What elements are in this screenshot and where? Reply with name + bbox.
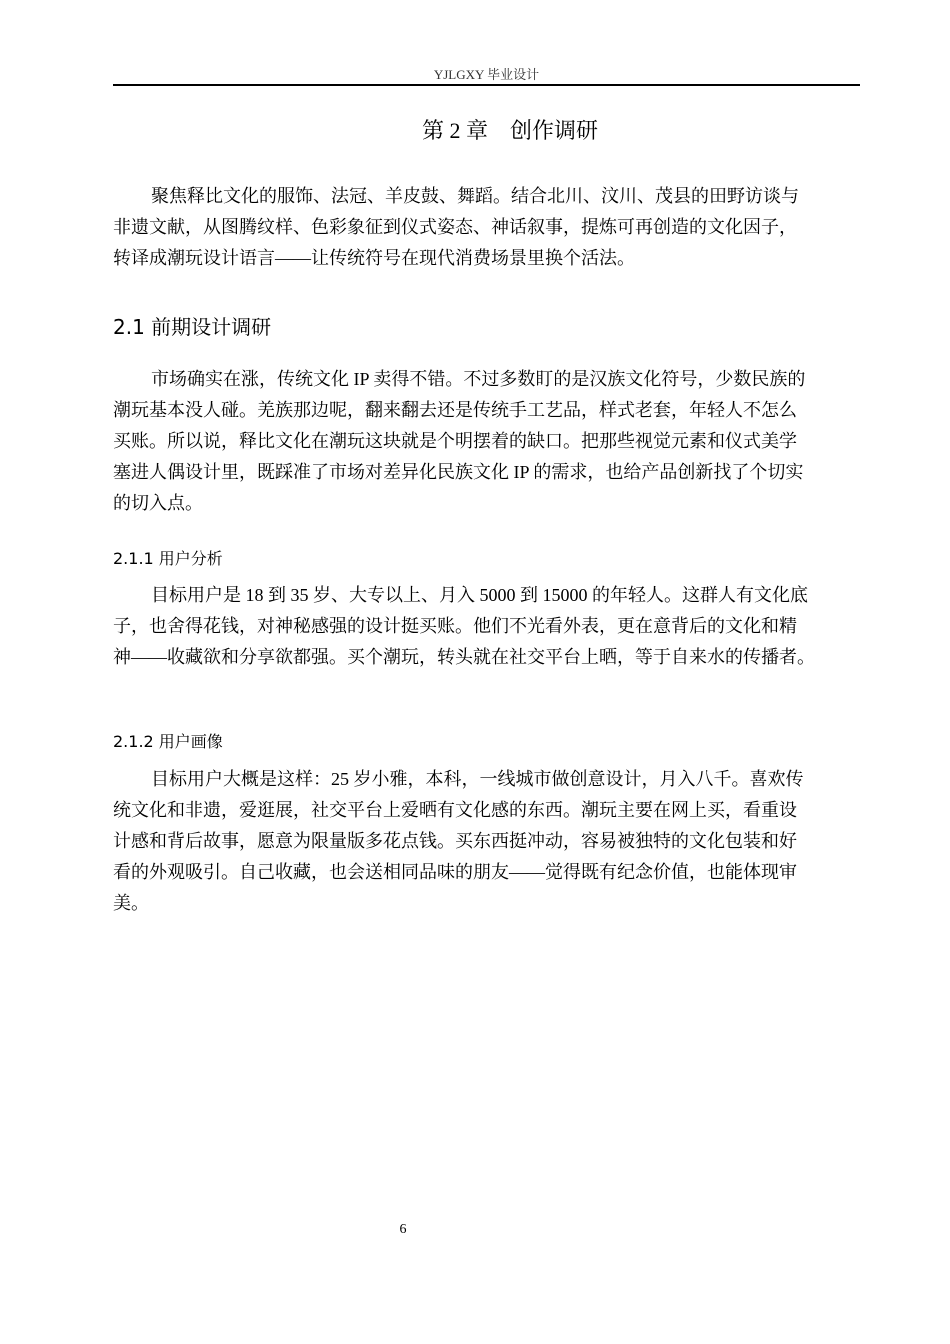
section-2-1-1-paragraph <box>113 580 873 673</box>
chapter-intro-paragraph <box>113 181 873 274</box>
s21-line-1: 市场确实在涨，传统文化 IP 卖得不错。不过多数盯的是汉族文化符号，少数民族的 <box>151 369 806 389</box>
chapter-title: 第 2 章 创作调研 <box>421 118 598 143</box>
s211-line-3: 神——收藏欲和分享欲都强。买个潮玩，转头就在社交平台上晒，等于自来水的传播者。 <box>113 647 815 667</box>
intro-line-2: 非遗文献，从图腾纹样、色彩象征到仪式姿态、神话叙事，提炼可再创造的文化因子， <box>113 217 797 237</box>
s21-line-5: 的切入点。 <box>113 493 203 513</box>
s212-line-4: 看的外观吸引。自己收藏，也会送相同品味的朋友——觉得既有纪念价值，也能体现审 <box>113 862 797 882</box>
s212-line-5: 美。 <box>113 893 149 913</box>
section-2-1-1-title: 2.1.1 用户分析 <box>113 549 223 568</box>
intro-line-1: 聚焦释比文化的服饰、法冠、羊皮鼓、舞蹈。结合北川、汶川、茂县的田野访谈与 <box>151 186 799 206</box>
s212-line-3: 计感和背后故事，愿意为限量版多花点钱。买东西挺冲动，容易被独特的文化包装和好 <box>113 831 797 851</box>
header-rule <box>113 84 860 86</box>
s212-line-2: 统文化和非遗，爱逛展，社交平台上爱晒有文化感的东西。潮玩主要在网上买，看重设 <box>113 800 797 820</box>
s21-line-3: 买账。所以说，释比文化在潮玩这块就是个明摆着的缺口。把那些视觉元素和仪式美学 <box>113 431 797 451</box>
section-2-1-title: 2.1 前期设计调研 <box>113 315 272 339</box>
section-2-1-2-title: 2.1.2 用户画像 <box>113 732 223 751</box>
s211-line-1: 目标用户是 18 到 35 岁、大专以上、月入 5000 到 15000 的年轻人。这群人有文化底 <box>151 585 808 605</box>
intro-line-3: 转译成潮玩设计语言——让传统符号在现代消费场景里换个活法。 <box>113 248 635 268</box>
running-header: YJLGXY 毕业设计 <box>433 67 540 82</box>
s212-line-1: 目标用户大概是这样：25 岁小雅，本科，一线城市做创意设计，月入八千。喜欢传 <box>151 769 804 789</box>
s21-line-4: 塞进人偶设计里，既踩准了市场对差异化民族文化 IP 的需求，也给产品创新找了个切实 <box>113 462 804 482</box>
section-2-1-paragraph <box>113 364 873 519</box>
section-2-1-2-paragraph <box>113 764 873 919</box>
s211-line-2: 子，也舍得花钱，对神秘感强的设计挺买账。他们不光看外表，更在意背后的文化和精 <box>113 616 797 636</box>
page-number: 6 <box>399 1222 407 1237</box>
s21-line-2: 潮玩基本没人碰。羌族那边呢，翻来翻去还是传统手工艺品，样式老套，年轻人不怎么 <box>113 400 797 420</box>
